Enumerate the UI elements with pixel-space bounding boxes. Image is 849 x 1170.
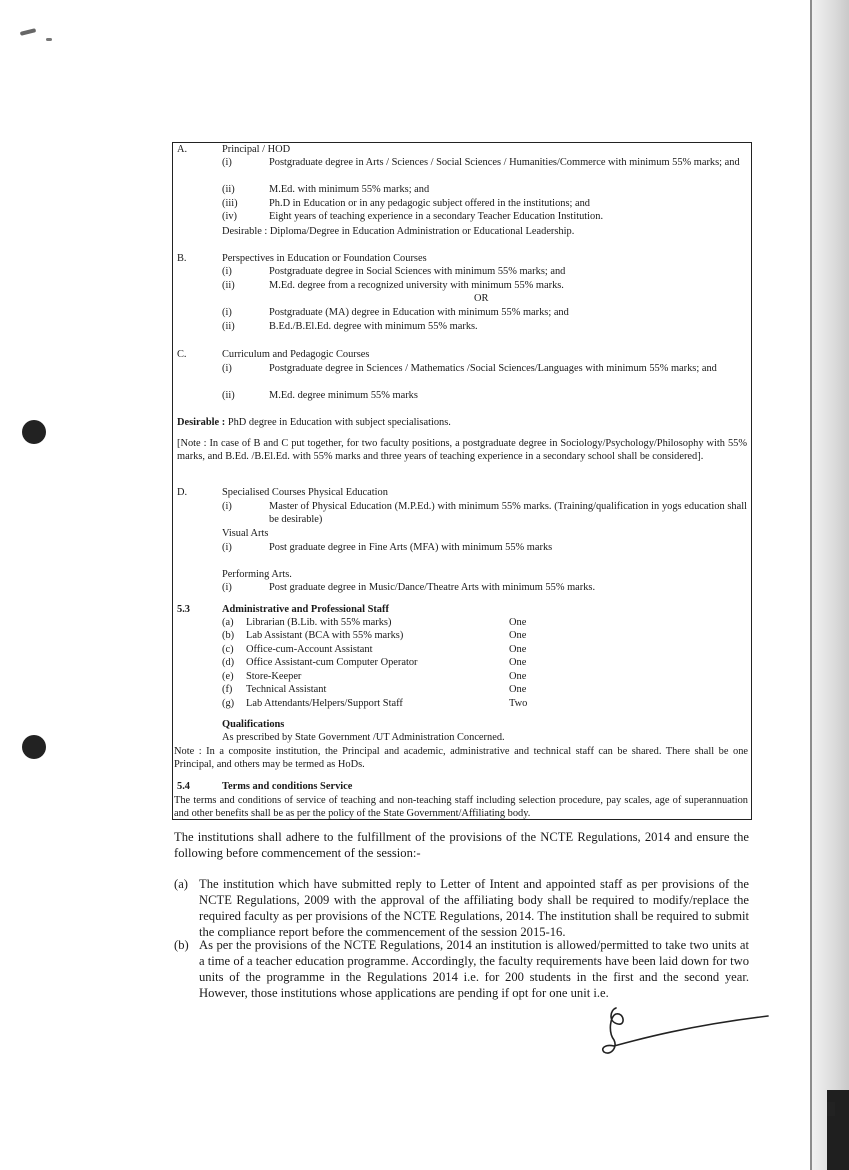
item-text: Eight years of teaching experience in a secondary Teacher Education Institution. <box>269 211 604 222</box>
scan-speck <box>20 28 36 36</box>
scan-speck <box>46 38 52 41</box>
staff-letter: (a) <box>222 617 234 628</box>
item-number: (i) <box>222 157 232 168</box>
item-text: Post graduate degree in Fine Arts (MFA) with minimum 55% marks <box>269 542 553 553</box>
scan-artifact <box>827 1102 835 1116</box>
item-number: (i) <box>222 266 232 277</box>
staff-count: One <box>509 671 527 682</box>
point-text: As per the provisions of the NCTE Regulations, 2014 an institution is allowed/permitted to take two units at a time of a teacher education programme. Accordingly, the faculty requirements have been laid down for two units of the programme in the Regulations 2014 i.e. for 200 students in the first and the second year. However, those institutions whose applications are pending if opt for one unit i.e. <box>199 938 749 1000</box>
item-number: (ii) <box>222 321 235 332</box>
section-a-letter: A. <box>177 144 188 155</box>
staff-count: One <box>509 657 527 668</box>
note-b-c: [Note : In case of B and C put together, for two faculty positions, a postgraduate degree in Sociology/Psychology/Philosophy with 55% marks, and B.Ed. /B.El.Ed. with 55% marks and three years of teaching experience in a secondary school shall be considered]. <box>177 438 747 462</box>
item-text: B.Ed./B.El.Ed. degree with minimum 55% marks. <box>269 321 478 332</box>
desirable-label: Desirable : <box>177 417 226 428</box>
section-d-letter: D. <box>177 487 188 498</box>
staff-count: One <box>509 617 527 628</box>
item-text: Postgraduate degree in Sciences / Mathematics /Social Sciences/Languages with minimum 55% marks; and <box>269 363 717 374</box>
staff-role: Lab Assistant (BCA with 55% marks) <box>246 630 404 641</box>
item-text: M.Ed. degree from a recognized university with minimum 55% marks. <box>269 280 564 291</box>
section-5-3-title: Administrative and Professional Staff <box>222 604 389 615</box>
section-a-title: Principal / HOD <box>222 144 291 155</box>
desirable-line <box>177 416 451 429</box>
section-c-letter: C. <box>177 349 187 360</box>
item-number: (i) <box>222 363 232 374</box>
section-b-letter: B. <box>177 253 187 264</box>
staff-role: Office Assistant-cum Computer Operator <box>246 657 418 668</box>
staff-role: Librarian (B.Lib. with 55% marks) <box>246 617 392 628</box>
staff-letter: (c) <box>222 644 234 655</box>
staff-letter: (f) <box>222 684 233 695</box>
page-edge-line <box>810 0 812 1170</box>
point-label: (a) <box>174 877 188 891</box>
point-label: (b) <box>174 938 189 952</box>
page-edge-shadow <box>811 0 849 1170</box>
performing-arts-title: Performing Arts. <box>222 569 292 580</box>
item-text: Post graduate degree in Music/Dance/Theatre Arts with minimum 55% marks. <box>269 582 596 593</box>
item-number: (ii) <box>222 390 235 401</box>
item-number: (iv) <box>222 211 238 222</box>
section-d-title: Specialised Courses Physical Education <box>222 487 388 498</box>
item-number: (ii) <box>222 280 235 291</box>
visual-arts-title: Visual Arts <box>222 528 269 539</box>
staff-count: One <box>509 630 527 641</box>
item-number: (i) <box>222 582 232 593</box>
item-number: (ii) <box>222 184 235 195</box>
item-text: M.Ed. degree minimum 55% marks <box>269 390 418 401</box>
item-number: (iii) <box>222 198 238 209</box>
item-text: Postgraduate (MA) degree in Education with minimum 55% marks; and <box>269 307 569 318</box>
item-text: M.Ed. with minimum 55% marks; and <box>269 184 430 195</box>
item-text: Master of Physical Education (M.P.Ed.) with minimum 55% marks. (Training/qualification in yogs education shall be desirable) <box>269 501 747 525</box>
or-separator: OR <box>474 293 489 304</box>
terms-text: The terms and conditions of service of teaching and non-teaching staff including selection procedure, pay scales, age of superannuation and other benefits shall be as per the policy of the State Government/Affiliating body. <box>174 795 748 819</box>
staff-role: Technical Assistant <box>246 684 327 695</box>
staff-role: Store-Keeper <box>246 671 302 682</box>
qualifications-title: Qualifications <box>222 719 285 730</box>
item-number: (i) <box>222 501 232 512</box>
qualifications-text: As prescribed by State Government /UT Administration Concerned. <box>222 732 505 743</box>
section-b-title: Perspectives in Education or Foundation Courses <box>222 253 427 264</box>
staff-letter: (d) <box>222 657 235 668</box>
point-text: The institution which have submitted reply to Letter of Intent and appointed staff as per provisions of the NCTE Regulations, 2009 with the approval of the affiliating body shall be required to modify/replace the required faculty as per provisions of the NCTE Regulations, 2014. The institution shall be required to submit the compliance report before the commencement of the session 2015-16. <box>199 877 749 939</box>
intro-paragraph: The institutions shall adhere to the fulfillment of the provisions of the NCTE Regulations, 2014 and ensure the following before commencement of the session:- <box>174 830 749 860</box>
staff-role: Office-cum-Account Assistant <box>246 644 373 655</box>
staff-count: One <box>509 644 527 655</box>
section-5-4-title: Terms and conditions Service <box>222 781 353 792</box>
desirable-text: PhD degree in Education with subject specialisations. <box>227 417 451 428</box>
punch-hole <box>22 420 46 444</box>
staff-letter: (g) <box>222 698 235 709</box>
section-5-4-number: 5.4 <box>177 781 190 792</box>
punch-hole <box>22 735 46 759</box>
composite-note: Note : In a composite institution, the Principal and academic, administrative and technical staff can be shared. There shall be one Principal, and others may be termed as HoDs. <box>174 746 748 770</box>
staff-count: One <box>509 684 527 695</box>
signature <box>596 1000 771 1060</box>
staff-count: Two <box>509 698 528 709</box>
section-c-title: Curriculum and Pedagogic Courses <box>222 349 370 360</box>
item-text: Ph.D in Education or in any pedagogic subject offered in the institutions; and <box>269 198 590 209</box>
item-text: Postgraduate degree in Arts / Sciences / Social Sciences / Humanities/Commerce with minimum 55% marks; and <box>269 157 740 168</box>
staff-role: Lab Attendants/Helpers/Support Staff <box>246 698 403 709</box>
item-text: Postgraduate degree in Social Sciences with minimum 55% marks; and <box>269 266 566 277</box>
staff-letter: (e) <box>222 671 234 682</box>
staff-letter: (b) <box>222 630 235 641</box>
desirable-note: Desirable : Diploma/Degree in Education Administration or Educational Leadership. <box>222 226 575 237</box>
item-number: (i) <box>222 307 232 318</box>
item-number: (i) <box>222 542 232 553</box>
section-5-3-number: 5.3 <box>177 604 190 615</box>
